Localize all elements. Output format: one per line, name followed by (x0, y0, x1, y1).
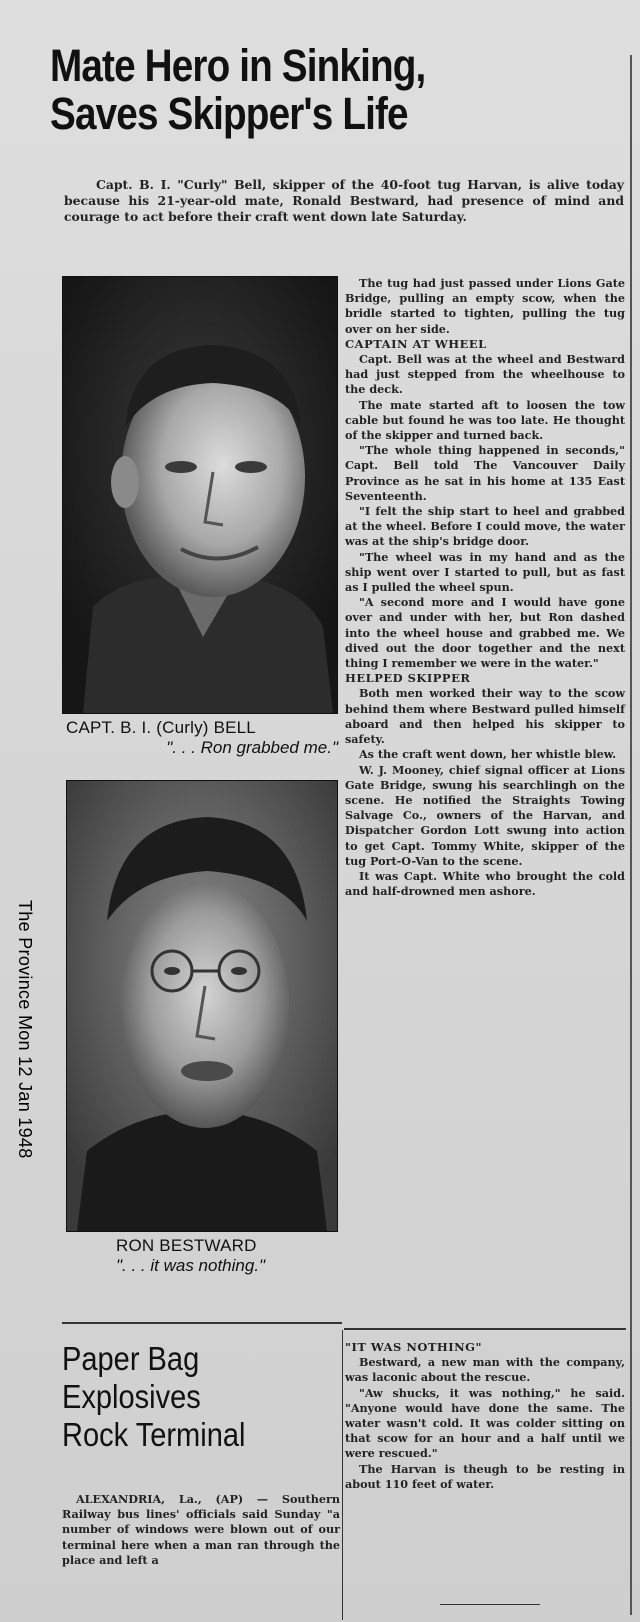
headline-line-1: Mate Hero in Sinking, (50, 40, 426, 91)
headline-line-2: Saves Skipper's Life (50, 88, 408, 139)
paragraph: As the craft went down, her whistle blew. (359, 747, 617, 762)
column-rule (630, 55, 632, 1615)
subhead-helped-skipper: HELPED SKIPPER (345, 671, 471, 686)
end-rule (440, 1604, 540, 1605)
paragraph: It was Capt. White who brought the cold and half-drowned men ashore. (345, 868, 625, 899)
portrait-image (63, 277, 337, 713)
photo2-caption (116, 1236, 336, 1276)
photo1-caption (66, 718, 338, 758)
headline-line-3: Rock Terminal (62, 1416, 246, 1453)
photo-capt-bell (62, 276, 338, 714)
subhead-it-was-nothing: "IT WAS NOTHING" (345, 1340, 482, 1354)
dateline: ALEXANDRIA, La., (AP) — (76, 1492, 269, 1506)
photo-ron-bestward (66, 780, 338, 1232)
section-divider (62, 1322, 342, 1324)
article-headline (50, 42, 532, 138)
second-article-body (62, 1492, 340, 1568)
section-divider (344, 1328, 626, 1330)
headline-line-2: Explosives (62, 1378, 201, 1415)
paragraph: "The whole thing happened in seconds," Capt. Bell told The Vancouver Daily Province as he sat in his home at 135 East Seventeenth. (345, 443, 625, 503)
article-column-continued (345, 1340, 625, 1492)
paragraph: The mate started aft to loosen the tow cable but found he was too late. He thought of the skipper and turned back. (345, 397, 625, 443)
article-column (345, 276, 625, 899)
caption-quote: ". . . Ron grabbed me." (166, 738, 338, 757)
paragraph: "I felt the ship start to heel and grabbed at the wheel. Before I could move, the water was at the ship's bridge door. (345, 504, 625, 549)
paragraph: The Harvan is theugh to be resting in about 110 feet of water. (345, 1461, 625, 1491)
article-intro: Capt. B. I. "Curly" Bell, skipper of the 40-foot tug Harvan, is alive today because his 21-year-old mate, Ronald Bestward, had presence of mind and courage to act before their craft went down late Saturday. (64, 177, 624, 224)
subhead-captain-at-wheel: CAPTAIN AT WHEEL (345, 336, 487, 351)
paragraph: Capt. Bell was at the wheel and Bestward had just stepped from the wheelhouse to the deck. (345, 352, 625, 397)
caption-name: CAPT. B. I. (Curly) BELL (66, 718, 256, 737)
paragraph: Bestward, a new man with the company, was laconic about the rescue. (345, 1355, 625, 1385)
paragraph: W. J. Mooney, chief signal officer at Lions Gate Bridge, swung his searchlingh on the scene. He notified the Straights Towing Salvage Co., owners of the Harvan, and Dispatcher Gordon Lott swung into action to get Capt. Tommy White, skipper of the tug Port-O-Van to the scene. (345, 762, 625, 868)
second-article-headline (62, 1340, 317, 1454)
caption-quote: ". . . it was nothing." (116, 1256, 266, 1275)
paragraph: "The wheel was in my hand and as the ship went over I started to pull, but as fast as I pulled the wheel spun. (345, 549, 625, 595)
source-label: The Province Mon 12 Jan 1948 (15, 900, 35, 1159)
portrait-image (67, 781, 337, 1231)
vertical-divider (342, 1330, 343, 1620)
paragraph: "Aw shucks, it was nothing," he said. "Anyone would have done the same. The water wasn't cold. It was colder sitting on that scow for an hour and a half until we were rescued." (345, 1385, 625, 1461)
paragraph: Both men worked their way to the scow behind them where Bestward pulled himself aboard and then helped his skipper to safety. (345, 686, 625, 747)
caption-name: RON BESTWARD (116, 1236, 257, 1255)
paragraph: The tug had just passed under Lions Gate Bridge, pulling an empty scow, when the bridle started to tighten, pulling the tug over on her side. (345, 276, 625, 336)
headline-line-1: Paper Bag (62, 1340, 200, 1377)
body-text: Southern Railway bus lines' officials said Sunday "a number of windows were blown out of our terminal here when a man ran through the place and left a (62, 1492, 340, 1567)
paragraph: "A second more and I would have gone over and under with her, but Ron dashed into the wheel house and grabbed me. We dived out the door together and the next thing I remember we were in the water." (345, 595, 625, 671)
